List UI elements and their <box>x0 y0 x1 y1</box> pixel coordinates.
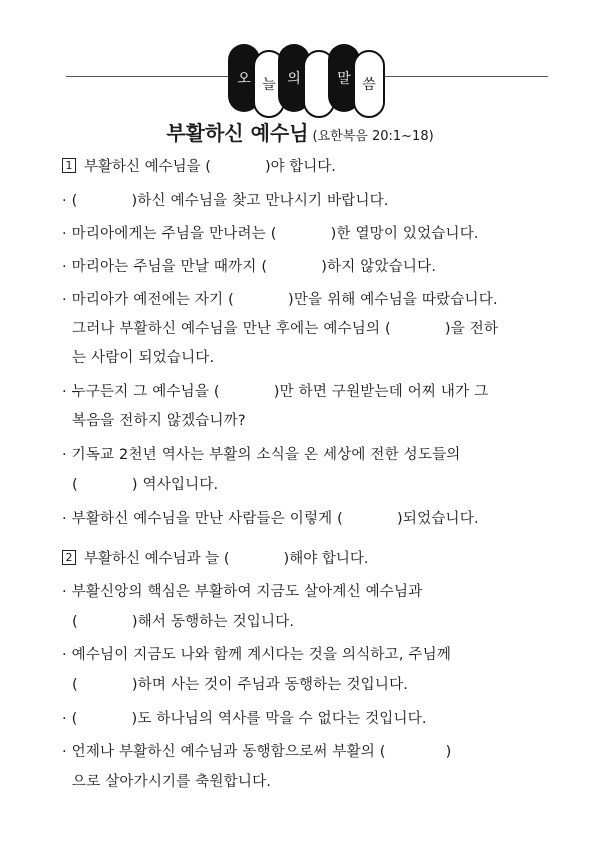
s1-line-4: · 마리아가 예전에는 자기 ( )만을 위해 예수님을 따랐습니다. <box>62 292 498 308</box>
s1-line-7: · 누구든지 그 예수님을 ( )만 하면 구원받는데 어찌 내가 그 <box>62 384 489 400</box>
s1-line-2: · 마리아에게는 주님을 만나려는 ( )한 열망이 있었습니다. <box>62 226 479 242</box>
s1-line-6: 는 사람이 되었습니다. <box>72 350 215 366</box>
s2-line-7: 으로 살아가시기를 축원합니다. <box>72 774 272 790</box>
s1-line-5: 그러나 부활하신 예수님을 만난 후에는 예수님의 ( )을 전하 <box>72 321 499 337</box>
s2-line-1: · 부활신앙의 핵심은 부활하여 지금도 살아계신 예수님과 <box>62 584 423 600</box>
s1-line-9: · 기독교 2천년 역사는 부활의 소식을 온 세상에 전한 성도들의 <box>62 447 461 463</box>
title-main: 부활하신 예수님 <box>166 121 309 145</box>
s2-line-6: · 언제나 부활하신 예수님과 동행함으로써 부활의 ( ) <box>62 744 452 760</box>
s2-line-3: · 예수님이 지금도 나와 함께 계시다는 것을 의식하고, 주님께 <box>62 647 452 663</box>
header-pill-1: 오 <box>228 44 260 112</box>
section1-heading: 1 부활하신 예수님을 ( )야 합니다. <box>62 155 336 176</box>
sermon-title <box>0 117 600 146</box>
s2-line-4: ( )하며 사는 것이 주님과 동행하는 것입니다. <box>72 677 409 693</box>
s1-line-11: · 부활하신 예수님을 만난 사람들은 이렇게 ( )되었습니다. <box>62 511 479 527</box>
title-reference: (요한복음 20:1~18) <box>312 129 434 144</box>
s2-line-2: ( )해서 동행하는 것입니다. <box>72 614 295 630</box>
header-rule-left <box>66 76 236 77</box>
s1-line-8: 복음을 전하지 않겠습니까? <box>72 413 246 429</box>
s2-line-5: · ( )도 하나님의 역사를 막을 수 없다는 것입니다. <box>62 711 427 727</box>
header-pill-2: 늘 <box>253 50 285 118</box>
header-pill-6: 씀 <box>353 50 385 118</box>
section2-number: 2 <box>62 550 76 565</box>
header-pill-3: 의 <box>278 44 310 112</box>
header-pill-5: 말 <box>328 44 360 112</box>
section2-heading: 2 부활하신 예수님과 늘 ( )해야 합니다. <box>62 547 368 568</box>
s1-line-1: · ( )하신 예수님을 찾고 만나시기 바랍니다. <box>62 193 389 209</box>
s1-line-10: ( ) 역사입니다. <box>72 477 219 493</box>
s1-line-3: · 마리아는 주님을 만날 때까지 ( )하지 않았습니다. <box>62 259 437 275</box>
header-rule-right <box>378 76 548 77</box>
section1-number: 1 <box>62 158 76 173</box>
